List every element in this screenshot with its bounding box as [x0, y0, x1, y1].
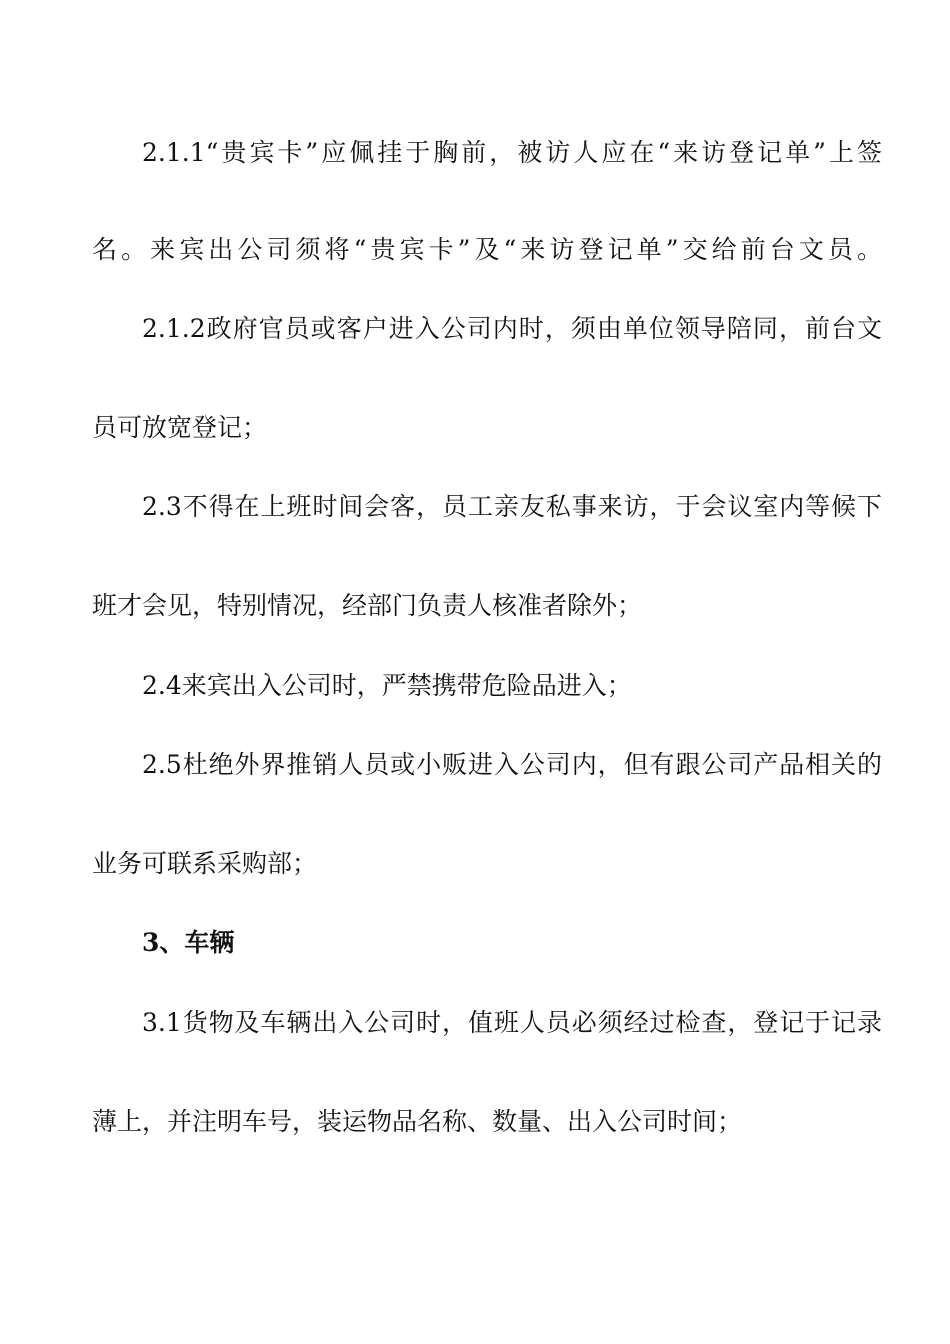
- paragraph-2-4: 2.4来宾出入公司时，严禁携带危险品进入；: [142, 671, 632, 700]
- paragraph-3-1-line-2: 薄上，并注明车号，装运物品名称、数量、出入公司时间；: [92, 1107, 743, 1136]
- paragraph-3-1-line-1: 3.1货物及车辆出入公司时，值班人员必须经过检查，登记于记录: [142, 1008, 882, 1037]
- paragraph-2-3-line-2: 班才会见，特别情况，经部门负责人核准者除外；: [92, 591, 643, 620]
- paragraph-2-1-1-line-1: 2.1.1“贵宾卡”应佩挂于胸前，被访人应在“来访登记单”上签: [142, 138, 882, 167]
- paragraph-2-1-1-line-2: 名。来宾出公司须将“贵宾卡”及“来访登记单”交给前台文员。: [92, 235, 882, 264]
- section-heading-vehicles: 3、车辆: [142, 928, 235, 957]
- paragraph-2-1-2-line-1: 2.1.2政府官员或客户进入公司内时，须由单位领导陪同，前台文: [142, 314, 882, 343]
- paragraph-2-1-2-line-2: 员可放宽登记；: [92, 413, 268, 442]
- paragraph-2-5-line-2: 业务可联系采购部；: [92, 849, 318, 878]
- paragraph-2-3-line-1: 2.3不得在上班时间会客，员工亲友私事来访，于会议室内等候下: [142, 492, 882, 521]
- paragraph-2-5-line-1: 2.5杜绝外界推销人员或小贩进入公司内，但有跟公司产品相关的: [142, 750, 882, 779]
